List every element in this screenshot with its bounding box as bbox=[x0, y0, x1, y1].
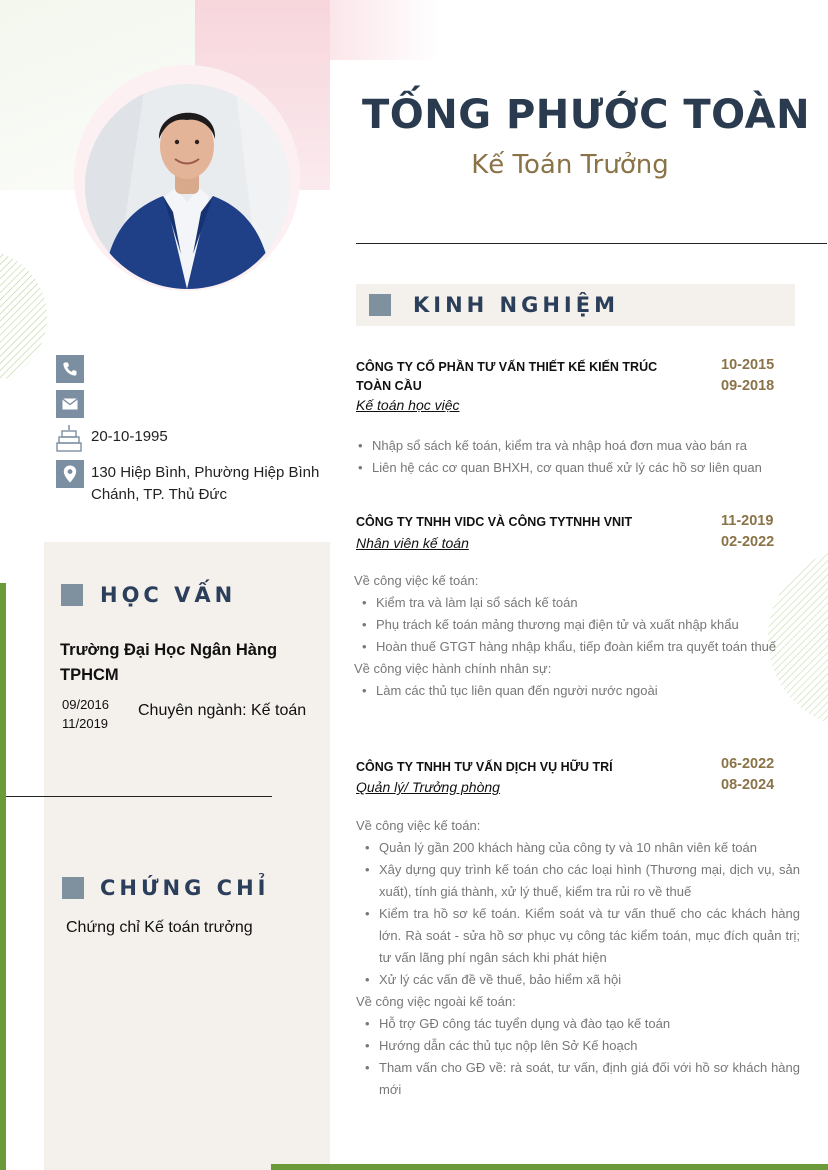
accent-bar-bottom bbox=[271, 1164, 828, 1170]
list-item: • Phụ trách kế toán mảng thương mại điện tử và xuất nhập khẩu bbox=[358, 614, 798, 636]
phone-icon bbox=[56, 355, 84, 383]
job-1-start: 10-2015 bbox=[721, 357, 775, 373]
decor-background-pink-fade bbox=[330, 0, 440, 60]
education-dates bbox=[62, 695, 109, 733]
job-1-position: Kế toán học việc bbox=[356, 397, 460, 413]
list-item: • Hướng dẫn các thủ tục nộp lên Sở Kế hoạch bbox=[361, 1035, 800, 1057]
list-item: • Hoàn thuế GTGT hàng nhập khẩu, tiếp đoàn kiểm tra quyết toán thuế bbox=[358, 636, 798, 658]
education-end: 11/2019 bbox=[62, 716, 109, 731]
job-2-group-2-list bbox=[354, 680, 798, 702]
list-item: • Quản lý gần 200 khách hàng của công ty và 10 nhân viên kế toán bbox=[361, 837, 800, 859]
job-2-start: 11-2019 bbox=[721, 513, 774, 529]
job-3-dates bbox=[721, 754, 774, 796]
address-line-2: Chánh, TP. Thủ Đức bbox=[91, 486, 227, 503]
school-line-2: TPHCM bbox=[60, 666, 119, 684]
accent-bar-left bbox=[0, 583, 6, 1170]
birthday-cake-icon bbox=[54, 423, 84, 453]
job-2-duties bbox=[354, 570, 798, 702]
address-line-1: 130 Hiệp Bình, Phường Hiệp Bình bbox=[91, 464, 320, 481]
list-item: • Tham vấn cho GĐ về: rà soát, tư vấn, định giá đối với hồ sơ khách hàng mới bbox=[361, 1057, 800, 1101]
education-heading-marker bbox=[61, 584, 83, 606]
job-3-duties bbox=[356, 815, 800, 1101]
job-1-company-line-1: CÔNG TY CỔ PHẦN TƯ VẤN THIẾT KẾ KIẾN TRÚC bbox=[356, 360, 658, 374]
list-item: • Liên hệ các cơ quan BHXH, cơ quan thuế xử lý các hồ sơ liên quan bbox=[354, 457, 799, 479]
sidebar-panel bbox=[44, 542, 330, 1170]
profile-photo bbox=[85, 84, 290, 289]
sidebar-divider bbox=[6, 796, 272, 797]
job-1-end: 09-2018 bbox=[721, 378, 775, 394]
decor-stripes-left bbox=[0, 250, 50, 385]
experience-heading bbox=[369, 293, 619, 317]
job-2-group-1-label: Về công việc kế toán: bbox=[354, 573, 479, 588]
job-2-end: 02-2022 bbox=[721, 534, 775, 550]
job-3-position: Quản lý/ Trưởng phòng bbox=[356, 779, 500, 795]
job-2-group-1-list bbox=[354, 592, 798, 658]
job-2-group-2-label: Về công việc hành chính nhân sự: bbox=[354, 661, 552, 676]
job-3-group-2-label: Về công việc ngoài kế toán: bbox=[356, 994, 516, 1009]
experience-heading-marker bbox=[369, 294, 391, 316]
job-1-company-line-2: TOÀN CẦU bbox=[356, 379, 422, 393]
list-item: • Làm các thủ tục liên quan đến người nước ngoài bbox=[358, 680, 798, 702]
certificates-heading bbox=[62, 876, 269, 900]
candidate-name: TỐNG PHƯỚC TOÀN bbox=[361, 92, 811, 138]
job-2-company: CÔNG TY TNHH VIDC VÀ CÔNG TYTNHH VNIT bbox=[356, 515, 633, 529]
education-start: 09/2016 bbox=[62, 697, 109, 712]
list-item: • Nhập sổ sách kế toán, kiểm tra và nhập hoá đơn mua vào bán ra bbox=[354, 435, 799, 457]
job-3-group-1-label: Về công việc kế toán: bbox=[356, 818, 481, 833]
list-item: • Hỗ trợ GĐ công tác tuyển dụng và đào tạo kế toán bbox=[361, 1013, 800, 1035]
certificates-heading-title: CHỨNG CHỈ bbox=[100, 876, 270, 900]
education-major: Chuyên ngành: Kế toán bbox=[138, 702, 307, 719]
header-divider bbox=[356, 243, 827, 244]
job-1-company bbox=[356, 358, 696, 396]
education-heading bbox=[61, 583, 236, 607]
job-2-position: Nhân viên kế toán bbox=[356, 535, 469, 551]
certificates-heading-marker bbox=[62, 877, 84, 899]
job-2-dates bbox=[721, 511, 774, 553]
email-icon bbox=[56, 390, 84, 418]
experience-heading-title: KINH NGHIỆM bbox=[413, 293, 619, 317]
list-item: • Xử lý các vấn đề về thuế, bảo hiểm xã hội bbox=[361, 969, 800, 991]
job-1-dates bbox=[721, 355, 774, 397]
education-school bbox=[60, 638, 320, 688]
job-3-group-2-list bbox=[356, 1013, 800, 1101]
list-item: • Kiểm tra và làm lại sổ sách kế toán bbox=[358, 592, 798, 614]
school-line-1: Trường Đại Học Ngân Hàng bbox=[60, 641, 278, 659]
list-item: • Xây dựng quy trình kế toán cho các loại hình (Thương mại, dịch vụ, sản xuất), tính giá thành, xử lý thuế, kiểm tra rủi ro về thuế bbox=[361, 859, 800, 903]
location-pin-icon bbox=[56, 460, 84, 488]
contact-address bbox=[91, 462, 326, 506]
job-3-company: CÔNG TY TNHH TƯ VẤN DỊCH VỤ HỮU TRÍ bbox=[356, 760, 613, 774]
education-heading-title: HỌC VẤN bbox=[100, 583, 237, 607]
list-item: • Kiểm tra hồ sơ kế toán. Kiểm soát và tư vấn thuế cho các khách hàng lớn. Rà soát - sửa hồ sơ phục vụ công tác kiểm toán, mục đích quản trị; tư vấn lãng phí ngân sách khi phát hiện bbox=[361, 903, 800, 969]
job-3-group-1-list bbox=[356, 837, 800, 991]
candidate-role: Kế Toán Trưởng bbox=[471, 150, 669, 180]
certificate-item: Chứng chỉ Kế toán trưởng bbox=[66, 919, 253, 936]
job-3-start: 06-2022 bbox=[721, 756, 775, 772]
job-1-duties bbox=[354, 435, 799, 479]
contact-birthday: 20-10-1995 bbox=[91, 428, 168, 445]
job-3-end: 08-2024 bbox=[721, 777, 775, 793]
